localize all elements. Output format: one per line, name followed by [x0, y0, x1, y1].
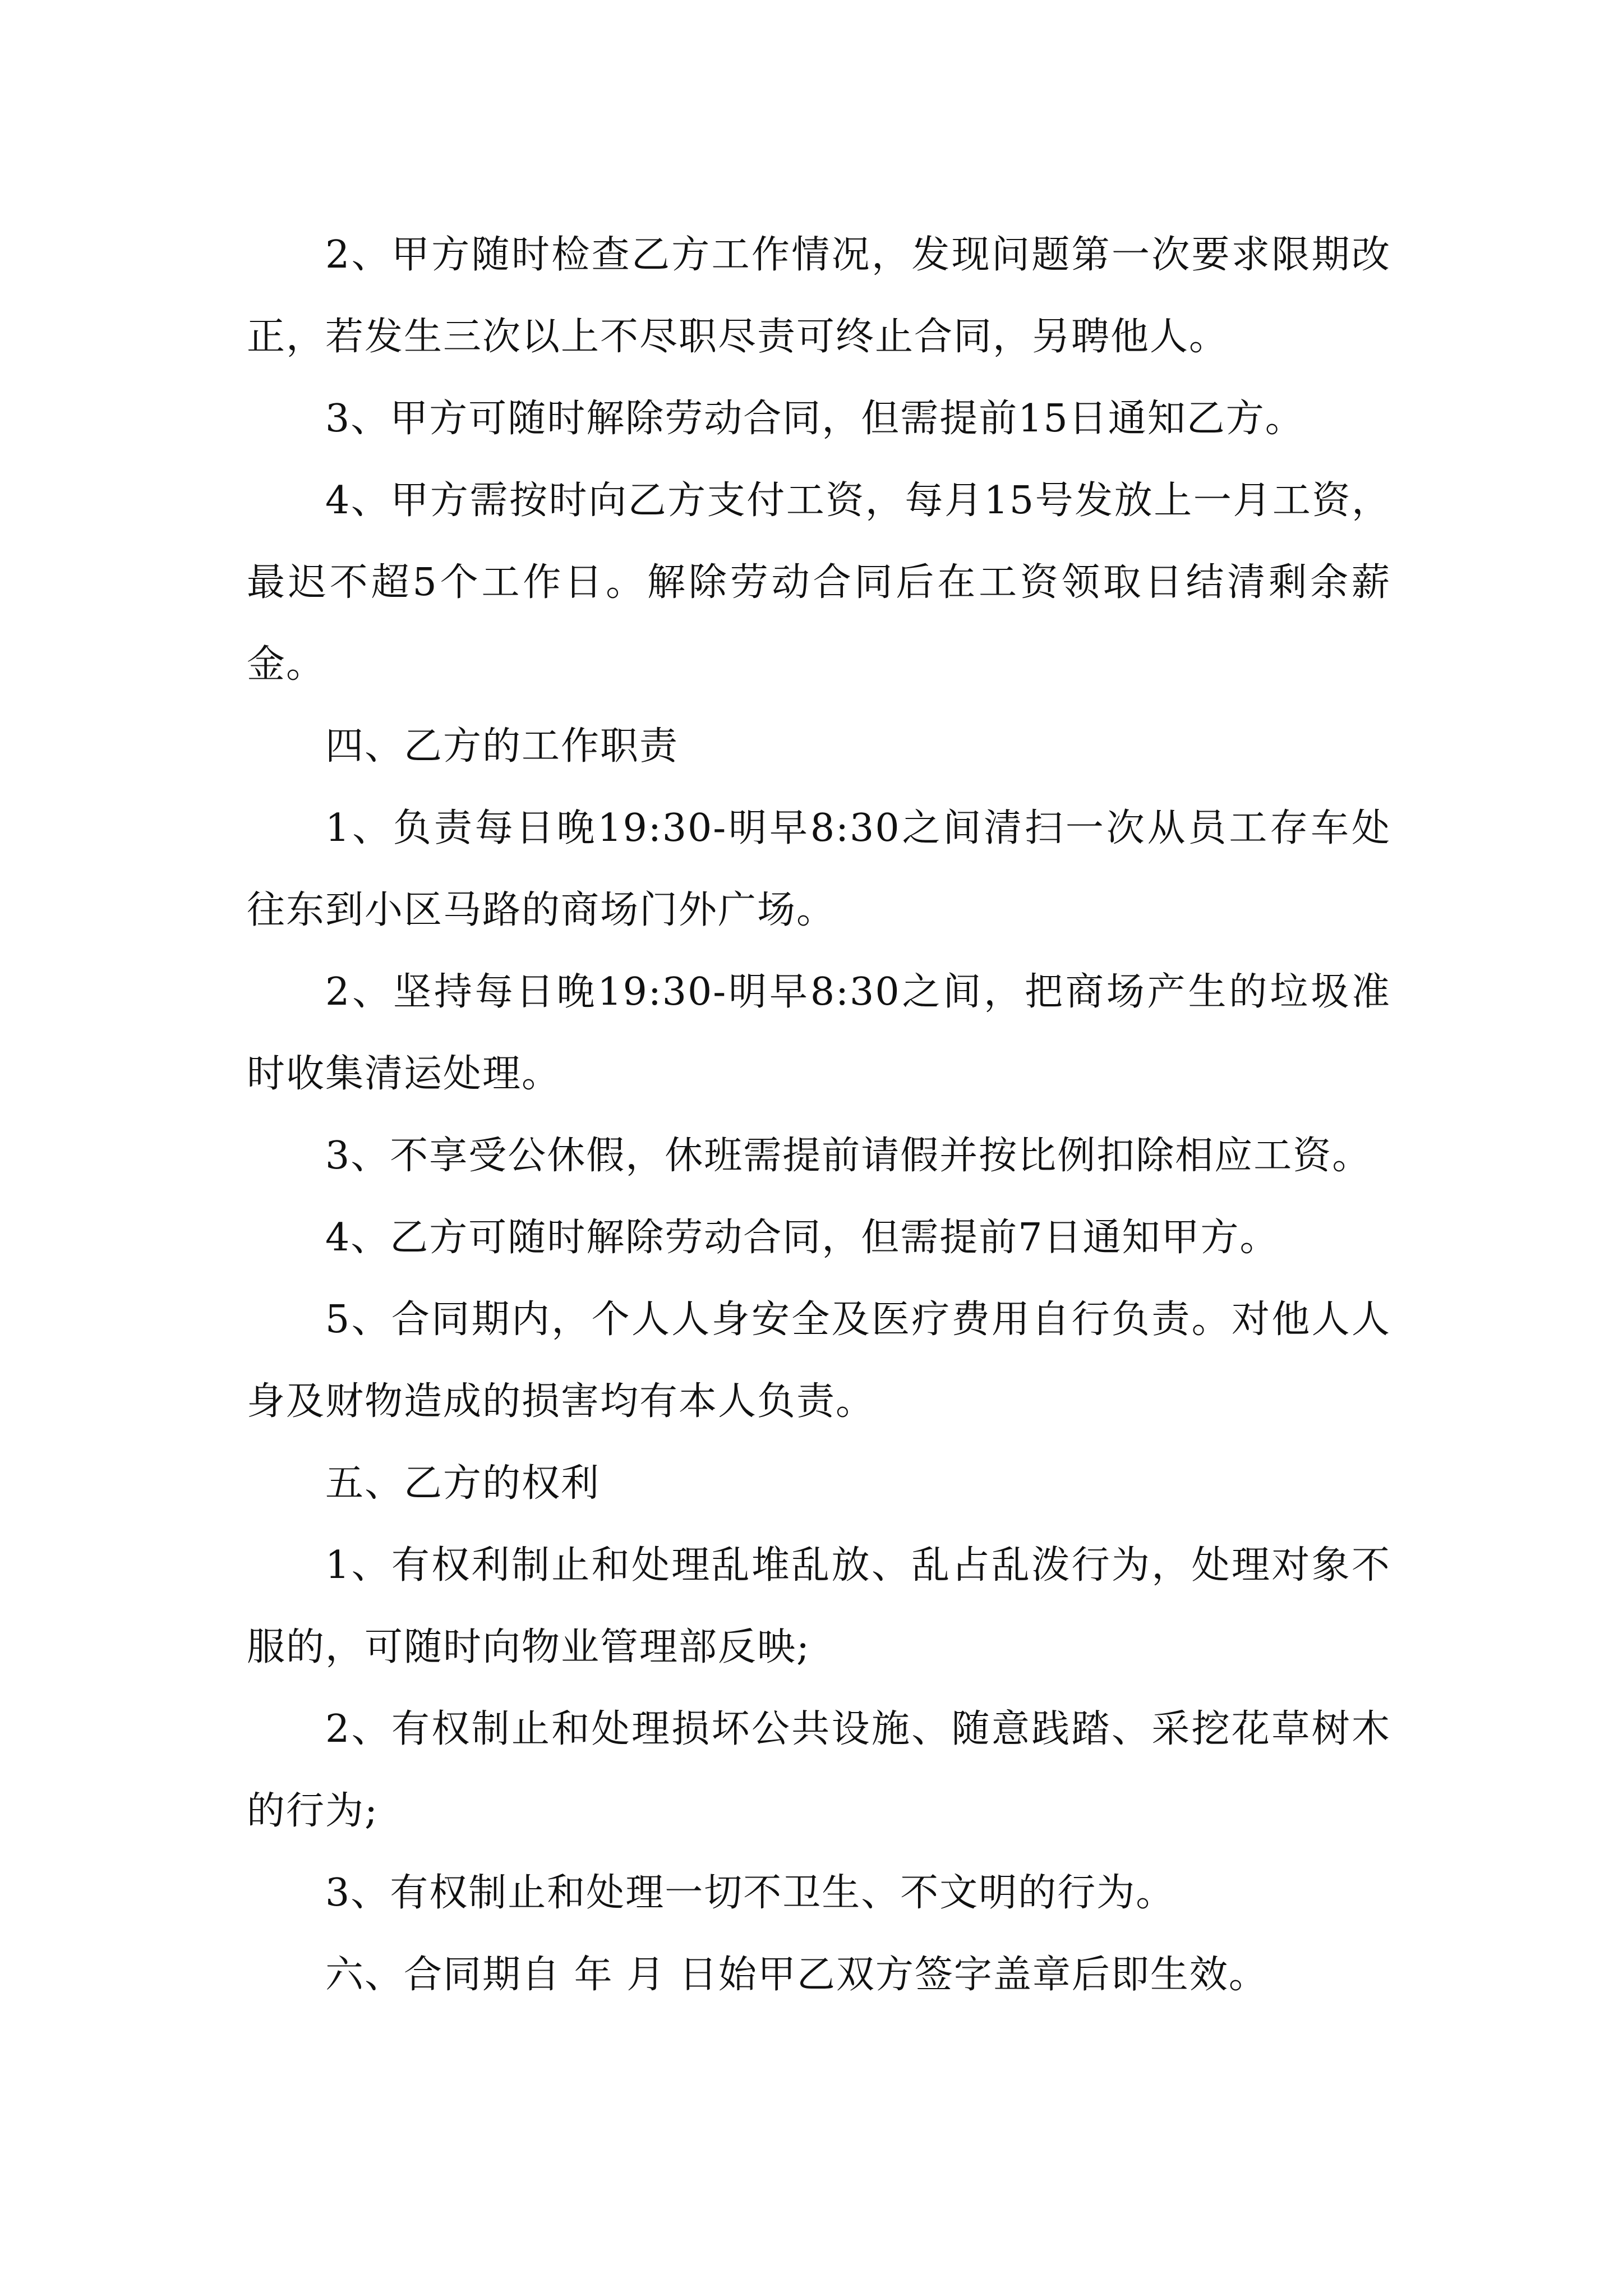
clause-4-wage-payment: 4、甲方需按时向乙方支付工资，每月15号发放上一月工资，最迟不超5个工作日。解除劳动合同后在工资领取日结清剩余薪金。 — [247, 478, 1391, 687]
duty-2-garbage: 2、坚持每日晚19:30-明早8:30之间，把商场产生的垃圾准时收集清运处理。 — [247, 970, 1391, 1096]
duty-1-cleaning: 1、负责每日晚19:30-明早8:30之间清扫一次从员工存车处往东到小区马路的商场门外广场。 — [247, 806, 1391, 932]
right-1-stop-disorder: 1、有权利制止和处理乱堆乱放、乱占乱泼行为，处理对象不服的，可随时向物业管理部反映; — [247, 1543, 1391, 1669]
clause-2-inspection: 2、甲方随时检查乙方工作情况，发现问题第一次要求限期改正，若发生三次以上不尽职尽责可终止合同，另聘他人。 — [247, 233, 1391, 359]
duty-5-safety: 5、合同期内，个人人身安全及医疗费用自行负责。对他人人身及财物造成的损害均有本人负责。 — [247, 1297, 1391, 1424]
right-2-protect-facilities: 2、有权制止和处理损坏公共设施、随意践踏、采挖花草树木的行为; — [247, 1707, 1391, 1833]
section-heading-duties: 四、乙方的工作职责 — [325, 724, 679, 769]
document-body — [247, 214, 1391, 2016]
section-contract-effective: 六、合同期自 年 月 日始甲乙双方签字盖章后即生效。 — [325, 1953, 1268, 1997]
duty-4-termination-party-b: 4、乙方可随时解除劳动合同，但需提前7日通知甲方。 — [325, 1216, 1279, 1260]
duty-3-leave: 3、不享受公休假，休班需提前请假并按比例扣除相应工资。 — [325, 1134, 1372, 1178]
section-heading-rights: 五、乙方的权利 — [325, 1461, 601, 1506]
right-3-hygiene: 3、有权制止和处理一切不卫生、不文明的行为。 — [325, 1871, 1175, 1915]
clause-3-termination-party-a: 3、甲方可随时解除劳动合同，但需提前15日通知乙方。 — [325, 397, 1304, 441]
